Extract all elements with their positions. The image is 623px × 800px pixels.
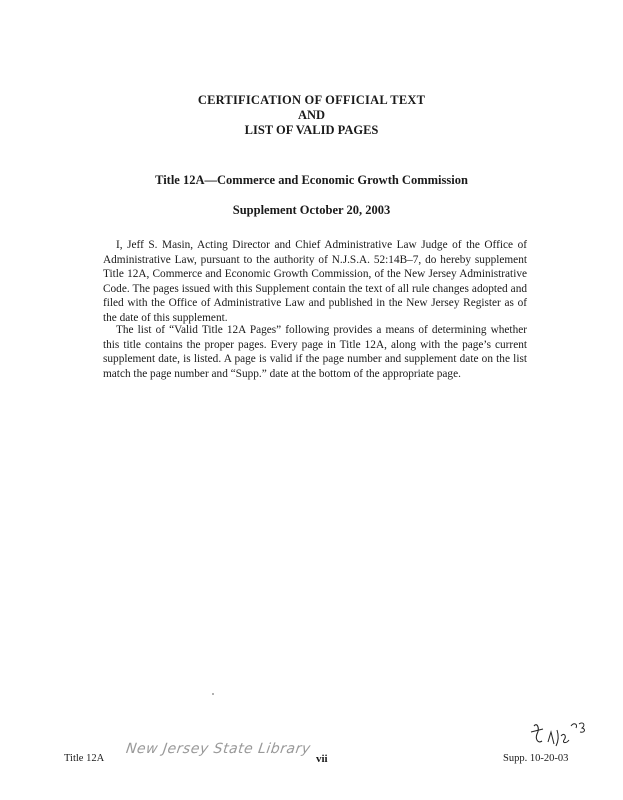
valid-pages-paragraph: The list of “Valid Title 12A Pages” following provides a means of determining whether this title contains the proper pages. Every page in Title 12A, along with the page’s current supplement date, is listed. A page is valid if the page number and supplement date on the list match the page number and “Supp.” date at the bottom of the appropriate page. (103, 324, 527, 380)
footer-page-number: vii (316, 753, 328, 765)
heading-certification: CERTIFICATION OF OFFICIAL TEXT (197, 93, 426, 107)
heading-and: AND (297, 108, 326, 122)
supplement-date-heading: Supplement October 20, 2003 (232, 203, 391, 217)
footer-supplement-date: Supp. 10-20-03 (503, 753, 569, 764)
title-heading: Title 12A—Commerce and Economic Growth Commission (155, 173, 468, 187)
heading-list-of-valid-pages: LIST OF VALID PAGES (244, 123, 379, 137)
library-watermark-stamp: New Jersey State Library (124, 741, 312, 757)
certification-paragraph: I, Jeff S. Masin, Acting Director and Chief Administrative Law Judge of the Office of Administrative Law, pursuant to the authority of N.J.S.A. 52:14B–7, do hereby supplement Title 12A, Commerce and Economic Growth Commission, of the New Jersey Administrative Code. The pages issued with this Supplement contain the text of all rule changes adopted and filed with the Office of Administrative Law and published in the New Jersey Register as of the date of this supplement. (103, 239, 527, 324)
handwritten-initials-signature (528, 718, 592, 754)
scan-speck (212, 693, 214, 695)
footer-title-label: Title 12A (64, 753, 105, 764)
